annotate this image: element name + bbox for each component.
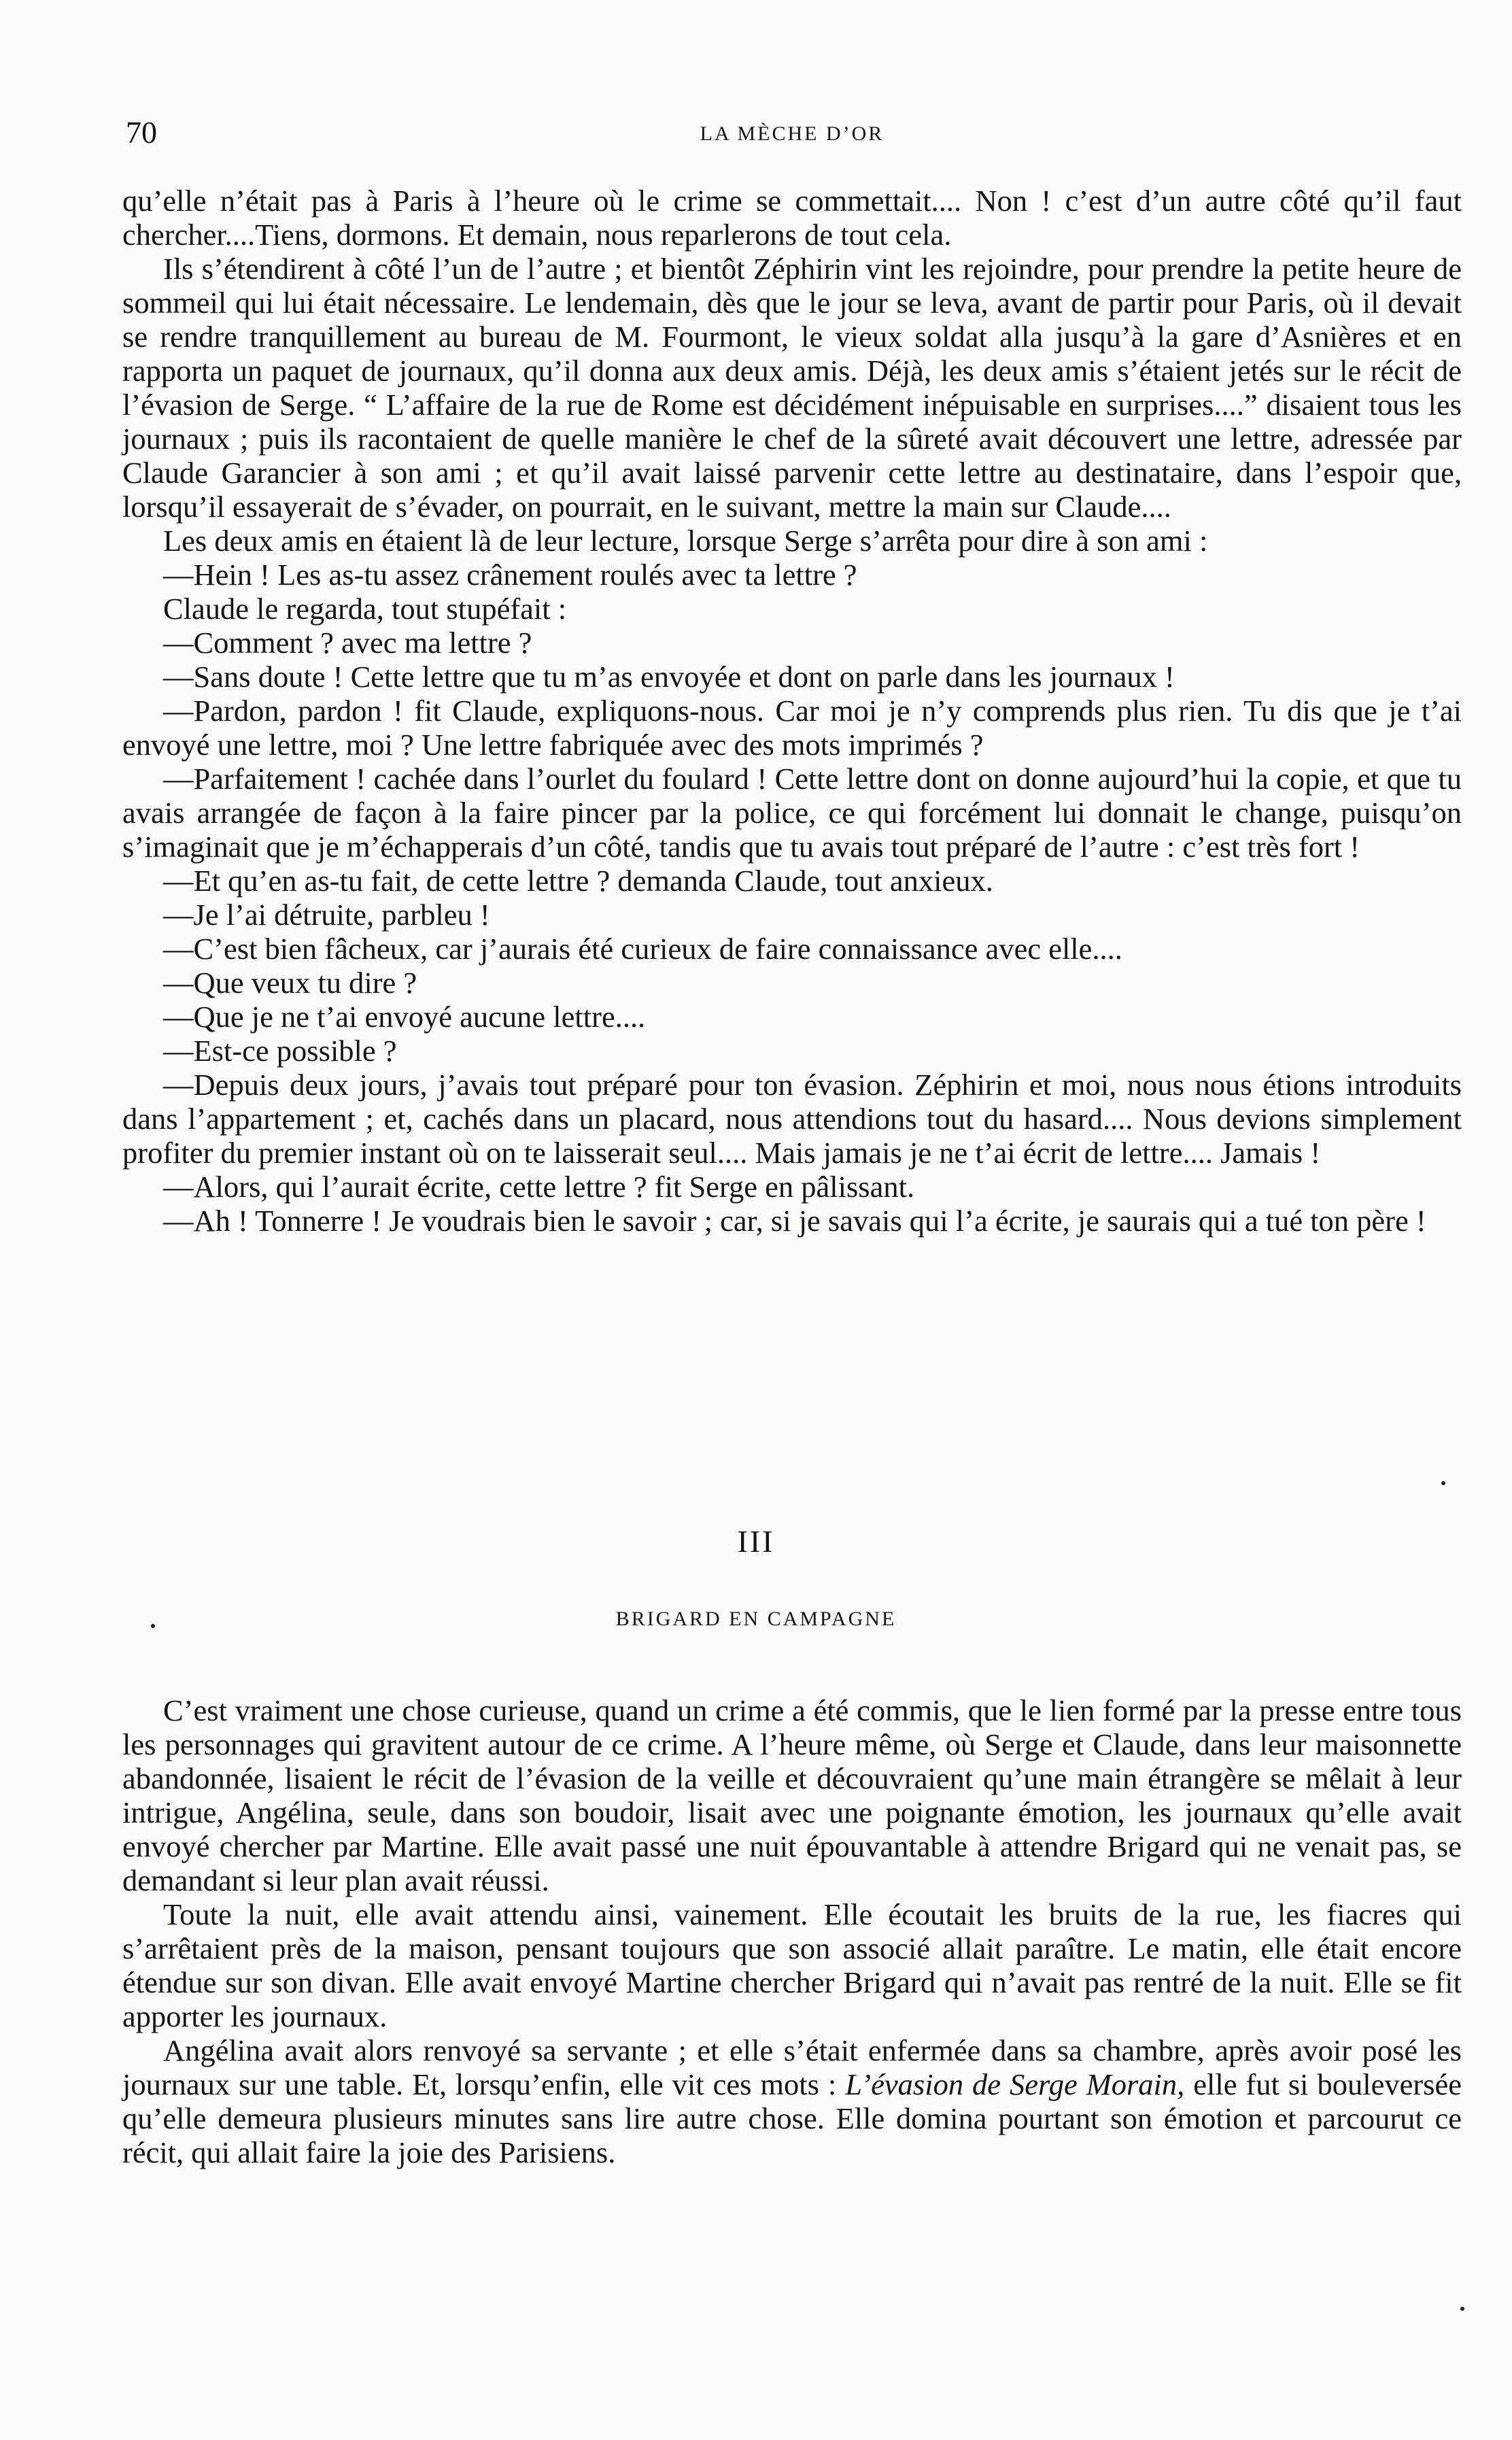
paragraph-text: elle fut si bouleversée qu’elle demeura plusieurs minutes sans lire autre chose. Elle domina pourtant son émotion et parcourut ce récit, qui allait faire la joie des Parisiens. xyxy=(122,2067,1462,2169)
dialogue-line: —Hein ! Les as-tu assez crânement roulés avec ta lettre ? xyxy=(163,558,857,592)
dialogue-line: —Je l’ai détruite, parbleu ! xyxy=(163,898,490,932)
dialogue-line: —Et qu’en as-tu fait, de cette lettre ? demanda Claude, tout anxieux. xyxy=(163,864,993,898)
dialogue-line: —Parfaitement ! cachée dans l’ourlet du foulard ! Cette lettre dont on donne aujourd’hui la copie, et que tu avais arrangée de façon à la faire pincer par la police, ce qui forcément lui donnait le change, puisqu’on s’imaginait que je m’échapperais d’un côté, tandis que tu avais tout préparé de l’autre : c’est très fort ! xyxy=(122,762,1462,864)
paragraph-text: Angélina avait alors renvoyé sa servante ; et elle s’était enfermée dans sa chambre, après avoir posé les journaux sur une table. Et, lorsqu’enfin, elle vit ces mots : xyxy=(122,2033,1462,2101)
dialogue-line: —Depuis deux jours, j’avais tout préparé pour ton évasion. Zéphirin et moi, nous nous étions introduits dans l’appartement ; et, cachés dans un placard, nous attendions tout du hasard.... Nous devions simplement profiter du premier instant où on te laisserait seul.... Mais jamais je ne t’ai écrit de lettre.... Jamais ! xyxy=(122,1068,1462,1170)
dialogue-line: —Alors, qui l’aurait écrite, cette lettre ? fit Serge en pâlissant. xyxy=(163,1170,915,1204)
print-speck xyxy=(1441,1481,1445,1485)
chapter-number: III xyxy=(737,1524,775,1559)
paragraph: Toute la nuit, elle avait attendu ainsi, vainement. Elle écoutait les bruits de la rue, les fiacres qui s’arrêtaient près de la maison, pensant toujours que son associé allait paraître. Le matin, elle était encore étendue sur son divan. Elle avait envoyé Martine chercher Brigard qui n’avait pas rentré de la nuit. Elle se fit apporter les journaux. xyxy=(122,1897,1462,2033)
paragraph xyxy=(122,2033,1462,2169)
dialogue-line: —Que je ne t’ai envoyé aucune lettre.... xyxy=(163,1000,646,1034)
dialogue-line: —Pardon, pardon ! fit Claude, expliquons-nous. Car moi je n’y comprends plus rien. Tu dis que je t’ai envoyé une lettre, moi ? Une lettre fabriquée avec des mots imprimés ? xyxy=(122,694,1462,762)
dialogue-line: —C’est bien fâcheux, car j’aurais été curieux de faire connaissance avec elle.... xyxy=(163,932,1122,966)
section-one-text xyxy=(122,184,1462,1238)
dialogue-line: —Est-ce possible ? xyxy=(163,1034,397,1068)
print-speck xyxy=(151,1624,155,1628)
running-title: LA MÈCHE D’OR xyxy=(700,122,884,145)
italic-headline: L’évasion de Serge Morain, xyxy=(845,2067,1185,2101)
paragraph: Les deux amis en étaient là de leur lecture, lorsque Serge s’arrêta pour dire à son ami : xyxy=(163,524,1208,558)
paragraph: C’est vraiment une chose curieuse, quand un crime a été commis, que le lien formé par la presse entre tous les personnages qui gravitent autour de ce crime. A l’heure même, où Serge et Claude, dans leur maisonnette abandonnée, lisaient le récit de l’évasion de la veille et découvraient qu’une main étrangère se mêlait à leur intrigue, Angélina, seule, dans son boudoir, lisait avec une poignante émotion, les journaux qu’elle avait envoyé chercher par Martine. Elle avait passé une nuit épouvantable à attendre Brigard qui ne venait pas, se demandant si leur plan avait réussi. xyxy=(122,1693,1462,1897)
paragraph: Ils s’étendirent à côté l’un de l’autre ; et bientôt Zéphirin vint les rejoindre, pour prendre la petite heure de sommeil qui lui était nécessaire. Le lendemain, dès que le jour se leva, avant de partir pour Paris, où il devait se rendre tranquillement au bureau de M. Fourmont, le vieux soldat alla jusqu’à la gare d’Asnières et en rapporta un paquet de journaux, qu’il donna aux deux amis. Déjà, les deux amis s’étaient jetés sur le récit de l’évasion de Serge. “ L’affaire de la rue de Rome est décidément inépuisable en surprises....” disaient tous les journaux ; puis ils racontaient de quelle manière le chef de la sûreté avait découvert une lettre, adressée par Claude Garancier à son ami ; et qu’il avait laissé parvenir cette lettre au destinataire, dans l’espoir que, lorsqu’il essayerait de s’évader, on pourrait, en le suivant, mettre la main sur Claude.... xyxy=(122,252,1462,524)
section-two-text xyxy=(122,1693,1462,2169)
page-header xyxy=(126,114,1458,155)
page-number: 70 xyxy=(126,115,157,150)
paragraph: Claude le regarda, tout stupéfait : xyxy=(163,592,567,626)
dialogue-line: —Comment ? avec ma lettre ? xyxy=(163,626,532,660)
paragraph: qu’elle n’était pas à Paris à l’heure où le crime se commettait.... Non ! c’est d’un autre côté qu’il faut chercher....Tiens, dormons. Et demain, nous reparlerons de tout cela. xyxy=(122,184,1462,252)
print-speck xyxy=(1460,2307,1464,2311)
dialogue-line: —Que veux tu dire ? xyxy=(163,966,417,1000)
dialogue-line: —Sans doute ! Cette lettre que tu m’as envoyée et dont on parle dans les journaux ! xyxy=(163,660,1175,694)
dialogue-line: —Ah ! Tonnerre ! Je voudrais bien le savoir ; car, si je savais qui l’a écrite, je saurais qui a tué ton père ! xyxy=(163,1204,1426,1238)
chapter-title: BRIGARD EN CAMPAGNE xyxy=(615,1608,897,1630)
